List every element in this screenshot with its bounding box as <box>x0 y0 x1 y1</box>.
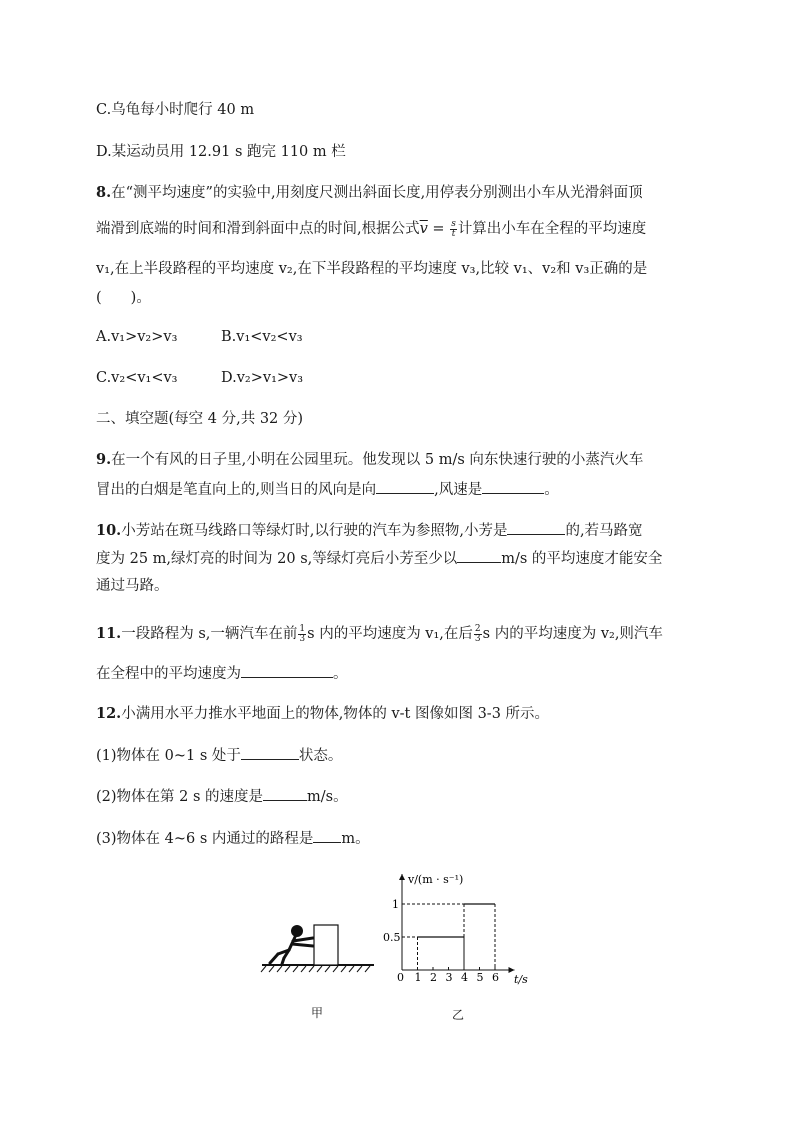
q12-sub2-text-b: m/s。 <box>307 789 348 805</box>
q12-sub1-text-a: (1)物体在 0~1 s 处于 <box>96 748 241 764</box>
fraction-denominator: 3 <box>474 633 481 644</box>
q10-line2 <box>96 548 662 569</box>
formula-v: $\overline{v}$ <box>419 221 428 237</box>
fraction-numerator: 2 <box>474 623 481 634</box>
q8-option-b: B.v₁<v₂<v₃ <box>221 329 303 345</box>
x-tick-label: 3 <box>445 971 453 984</box>
q8-text-2a: 端滑到底端的时间和滑到斜面中点的时间,根据公式 <box>96 221 420 237</box>
fraction-numerator: 1 <box>299 623 306 634</box>
q9-text-1: 在一个有风的日子里,小明在公园里玩。他发现以 5 m/s 向东快速行驶的小蒸汽火车 <box>111 452 644 468</box>
q12-sub2 <box>96 786 348 807</box>
y-axis-label: v/(m · s⁻¹) <box>408 873 464 886</box>
fraction-one-third <box>298 625 306 644</box>
x-tick-label: 4 <box>461 971 468 984</box>
section-heading: 二、填空题(每空 4 分,共 32 分) <box>96 411 304 427</box>
q8-line4: ( )。 <box>96 290 151 306</box>
q10-line3: 通过马路。 <box>96 578 169 594</box>
q12-text-1: 小满用水平力推水平地面上的物体,物体的 v-t 图像如图 3-3 所示。 <box>121 706 550 722</box>
q11-number: 11. <box>96 625 122 642</box>
q9-text-2c: 。 <box>544 482 559 498</box>
origin-label: 0 <box>397 971 404 984</box>
answer-blank[interactable] <box>241 663 333 678</box>
fraction-two-thirds <box>474 625 482 644</box>
answer-blank[interactable] <box>482 479 544 494</box>
x-axis-label: t/s <box>514 973 528 986</box>
x-tick-label: 2 <box>430 971 437 984</box>
q10-text-2b: m/s 的平均速度才能安全 <box>501 551 663 567</box>
q9-number: 9. <box>96 451 112 468</box>
q10-line1 <box>96 520 643 541</box>
q11-text-1c: s 内的平均速度为 v₂,则汽车 <box>482 626 663 642</box>
y-axis-arrow <box>399 874 405 880</box>
q11-text-1a: 一段路程为 s,一辆汽车在前 <box>121 626 298 642</box>
y-tick-label: 0.5 <box>383 931 401 944</box>
fraction-denominator: 3 <box>299 633 306 644</box>
figure-label-left: 甲 <box>311 1006 324 1020</box>
q12-number: 12. <box>96 705 122 722</box>
q9-line2 <box>96 479 559 500</box>
y-tick-label: 1 <box>392 898 399 911</box>
q10-text-1b: 的,若马路宽 <box>565 523 643 539</box>
x-tick-label: 1 <box>414 971 422 984</box>
option-c-previous: C.乌龟每小时爬行 40 m <box>96 102 255 118</box>
chart-marks <box>402 904 495 970</box>
formula-equals: = <box>427 221 450 237</box>
q9-text-2b: ,风速是 <box>434 482 483 498</box>
q8-option-a: A.v₁>v₂>v₃ <box>96 329 178 345</box>
answer-blank[interactable] <box>313 828 341 843</box>
q8-number: 8. <box>96 184 112 201</box>
ground-surface <box>261 965 374 972</box>
pushed-box <box>314 925 338 965</box>
q8-option-d: D.v₂>v₁>v₃ <box>221 370 304 386</box>
q12-sub3-text-b: m。 <box>341 831 370 847</box>
person-figure <box>270 925 313 964</box>
q8-option-c: C.v₂<v₁<v₃ <box>96 370 178 386</box>
q12-sub1 <box>96 745 342 766</box>
formula-denominator: t <box>451 228 456 239</box>
q9-line1 <box>96 450 643 470</box>
q11-line1 <box>96 624 663 644</box>
answer-blank[interactable] <box>507 520 565 535</box>
q10-number: 10. <box>96 522 122 539</box>
q12-sub3 <box>96 828 370 849</box>
q10-text-1a: 小芳站在斑马线路口等绿灯时,以行驶的汽车为参照物,小芳是 <box>121 523 508 539</box>
q12-line1 <box>96 704 549 724</box>
x-tick-label: 5 <box>476 971 484 984</box>
formula-numerator: s <box>451 218 456 229</box>
vt-chart <box>378 868 538 990</box>
q8-text-1: 在“测平均速度”的实验中,用刻度尺测出斜面长度,用停表分别测出小车从光滑斜面顶 <box>111 185 643 201</box>
q12-sub3-text-a: (3)物体在 4~6 s 内通过的路程是 <box>96 831 314 847</box>
q8-text-2b: 计算出小车在全程的平均速度 <box>457 221 647 237</box>
q11-line2 <box>96 663 348 684</box>
q9-text-2a: 冒出的白烟是笔直向上的,则当日的风向是向 <box>96 482 377 498</box>
answer-blank[interactable] <box>263 786 307 801</box>
q11-text-1b: s 内的平均速度为 v₁,在后 <box>307 626 473 642</box>
answer-blank[interactable] <box>457 548 501 563</box>
q8-line3: v₁,在上半段路程的平均速度 v₂,在下半段路程的平均速度 v₃,比较 v₁、v₂和 v₃正确的是 <box>96 261 648 277</box>
q8-line2 <box>96 219 646 239</box>
figure-label-right: 乙 <box>452 1008 465 1022</box>
q10-text-2a: 度为 25 m,绿灯亮的时间为 20 s,等绿灯亮后小芳至少以 <box>96 551 458 567</box>
q12-sub1-text-b: 状态。 <box>298 748 343 764</box>
q11-text-2b: 。 <box>333 666 348 682</box>
answer-blank[interactable] <box>376 479 434 494</box>
chart-axes <box>399 874 515 973</box>
option-d-previous: D.某运动员用 12.91 s 跑完 110 m 栏 <box>96 144 346 160</box>
x-tick-label: 6 <box>492 971 499 984</box>
q12-sub2-text-a: (2)物体在第 2 s 的速度是 <box>96 789 264 805</box>
figure-person-pushing-box <box>258 918 378 974</box>
q11-text-2a: 在全程中的平均速度为 <box>96 666 241 682</box>
answer-blank[interactable] <box>241 745 299 760</box>
q8-line1 <box>96 183 643 203</box>
formula-fraction <box>450 220 457 239</box>
